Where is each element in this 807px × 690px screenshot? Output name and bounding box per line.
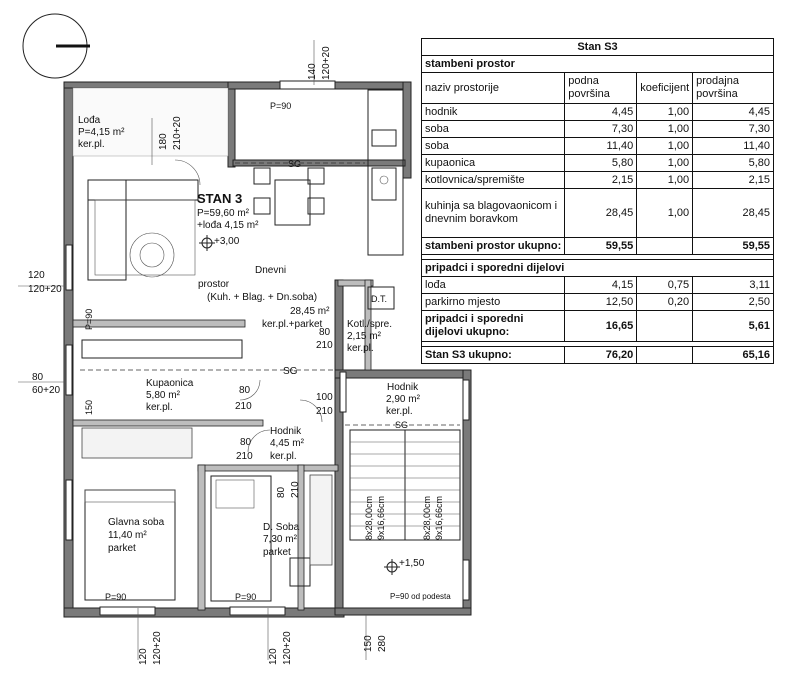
cell: 4,45 <box>693 104 774 121</box>
cell: 2,50 <box>693 294 774 311</box>
cell: 5,61 <box>693 311 774 342</box>
table-row <box>422 121 774 138</box>
dim-120-20: 120+20 <box>28 284 62 295</box>
dt-label: D.T. <box>371 294 388 304</box>
cell: 1,00 <box>637 172 693 189</box>
cell: kuhinja sa blagovaonicom i dnevnim boravkom <box>422 189 565 238</box>
dim-280: 280 <box>377 635 388 652</box>
level-marker-icon <box>384 559 400 575</box>
dim-80: 80 <box>240 437 252 448</box>
room-hodnik-stair-name: Hodnik <box>387 382 419 393</box>
cell: kotlovnica/spremište <box>422 172 565 189</box>
north-arrow-icon <box>23 14 90 78</box>
dim-120-20: 120+20 <box>282 631 293 665</box>
table-row <box>422 189 774 238</box>
dim-210: 210 <box>236 451 253 462</box>
section-heading: pripadci i sporedni dijelovi <box>422 260 774 277</box>
cell: 1,00 <box>637 155 693 172</box>
room-hodnik-floor: ker.pl. <box>270 451 297 462</box>
dim-120: 120 <box>138 648 149 665</box>
room-dnevni-line2: prostor <box>198 279 230 290</box>
dim-210: 210 <box>316 406 333 417</box>
table-row <box>422 294 774 311</box>
dim-80: 80 <box>239 385 251 396</box>
cell: soba <box>422 138 565 155</box>
cell: 12,50 <box>565 294 637 311</box>
room-dsoba-area: 7,30 m² <box>263 534 297 545</box>
cell: 0,20 <box>637 294 693 311</box>
apartment-title: STAN 3 <box>197 191 243 206</box>
room-hodnik-stair-area: 2,90 m² <box>386 394 420 405</box>
room-kupaonica-area: 5,80 m² <box>146 390 180 401</box>
cell: 3,11 <box>693 277 774 294</box>
p90-label: P=90 <box>270 101 292 111</box>
room-dnevni-area: 28,45 m² <box>290 306 330 317</box>
cell: stambeni prostor ukupno: <box>422 238 565 255</box>
stair-label: 8x28,00cm <box>422 495 432 540</box>
cell: Stan S3 ukupno: <box>422 347 565 364</box>
subtotal-row <box>422 238 774 255</box>
cell: 2,15 <box>693 172 774 189</box>
dining-table <box>254 168 324 225</box>
table-row <box>422 104 774 121</box>
level-stair: +1,50 <box>399 558 425 569</box>
sg-label: SG <box>395 420 409 430</box>
room-dnevni-floor: ker.pl.+parket <box>262 319 323 330</box>
room-hodnik-stair-floor: ker.pl. <box>386 406 413 417</box>
room-glavna-area: 11,40 m² <box>108 530 147 541</box>
cell: kupaonica <box>422 155 565 172</box>
apartment-loggia: +lođa 4,15 m² <box>197 220 259 231</box>
sg-label: SG <box>283 366 298 377</box>
dim-210: 210 <box>316 340 333 351</box>
cell: hodnik <box>422 104 565 121</box>
p90-label-vertical: P=90 <box>84 308 94 330</box>
cell: 76,20 <box>565 347 637 364</box>
cell: 1,00 <box>637 138 693 155</box>
dim-80: 80 <box>276 486 287 498</box>
living-sofa <box>88 180 198 280</box>
cell: 4,15 <box>565 277 637 294</box>
room-kotlovnica-floor: ker.pl. <box>347 343 374 354</box>
cell: parkirno mjesto <box>422 294 565 311</box>
table-title: Stan S3 <box>422 39 774 56</box>
cell: 59,55 <box>565 238 637 255</box>
cell: 2,15 <box>565 172 637 189</box>
room-dnevni-line3: (Kuh. + Blag. + Dn.soba) <box>207 292 318 303</box>
dim-120-20: 120+20 <box>321 46 332 80</box>
cell: 5,80 <box>565 155 637 172</box>
room-hodnik-name: Hodnik <box>270 426 302 437</box>
dim-210-20: 210+20 <box>172 116 183 150</box>
grand-total-row <box>422 347 774 364</box>
cell <box>637 311 693 342</box>
p90-podest-label: P=90 od podesta <box>390 592 451 601</box>
section-heading: stambeni prostor <box>422 56 774 73</box>
apartment-area: P=59,60 m² <box>197 208 249 219</box>
stair-label: 9x16,66cm <box>434 495 444 540</box>
table-row <box>422 172 774 189</box>
dim-210: 210 <box>235 401 252 412</box>
room-glavna-floor: parket <box>108 543 136 554</box>
cell: 0,75 <box>637 277 693 294</box>
dim-120: 120 <box>28 270 45 281</box>
dim-120: 120 <box>268 648 279 665</box>
cell <box>637 347 693 364</box>
dim-80: 80 <box>32 372 44 383</box>
room-kupaonica-floor: ker.pl. <box>146 402 173 413</box>
dim-180: 180 <box>158 133 169 150</box>
stair-label: 9x16,66cm <box>376 495 386 540</box>
dim-120-20: 120+20 <box>152 631 163 665</box>
cell: 11,40 <box>565 138 637 155</box>
room-kotlovnica-area: 2,15 m² <box>347 331 381 342</box>
room-glavna-name: Glavna soba <box>108 517 165 528</box>
stair-label: 8x28,00cm <box>364 495 374 540</box>
room-dsoba-floor: parket <box>263 547 291 558</box>
room-dsoba-name: D. Soba <box>263 522 300 533</box>
cell: 11,40 <box>693 138 774 155</box>
table-header-row <box>422 73 774 104</box>
header-cell: prodajna površina <box>693 73 774 104</box>
room-hodnik-area: 4,45 m² <box>270 438 304 449</box>
level-marker-icon <box>199 235 215 251</box>
cell: 65,16 <box>693 347 774 364</box>
cell: 16,65 <box>565 311 637 342</box>
table-row <box>422 138 774 155</box>
p90-label: P=90 <box>235 592 257 602</box>
room-lodja-floor: ker.pl. <box>78 139 105 150</box>
cell: pripadci i sporedni dijelovi ukupno: <box>422 311 565 342</box>
cell: 4,45 <box>565 104 637 121</box>
dim-100: 100 <box>316 392 333 403</box>
cell <box>637 238 693 255</box>
room-lodja-name: Lođa <box>78 115 101 126</box>
room-kupaonica-name: Kupaonica <box>146 378 194 389</box>
header-cell: podna površina <box>565 73 637 104</box>
wardrobe <box>310 475 332 565</box>
cell: 28,45 <box>693 189 774 238</box>
table-row <box>422 155 774 172</box>
cell: 59,55 <box>693 238 774 255</box>
cell: soba <box>422 121 565 138</box>
dim-140: 140 <box>307 63 318 80</box>
header-cell: naziv prostorije <box>422 73 565 104</box>
room-dnevni-name: Dnevni <box>255 265 287 276</box>
cell: 28,45 <box>565 189 637 238</box>
cell: 5,80 <box>693 155 774 172</box>
cell: 1,00 <box>637 189 693 238</box>
cell: 7,30 <box>693 121 774 138</box>
sg-label: SG <box>288 159 302 169</box>
table-row <box>422 277 774 294</box>
dim-80: 80 <box>319 327 331 338</box>
p150-label-vertical: 150 <box>84 399 94 415</box>
dim-150: 150 <box>363 635 374 652</box>
area-table <box>421 38 774 364</box>
level-main: +3,00 <box>214 236 240 247</box>
cell: lođa <box>422 277 565 294</box>
header-cell: koeficijent <box>637 73 693 104</box>
dim-60-20: 60+20 <box>32 385 61 396</box>
cell: 1,00 <box>637 121 693 138</box>
room-lodja-area: P=4,15 m² <box>78 127 125 138</box>
subtotal-row <box>422 311 774 342</box>
cell: 1,00 <box>637 104 693 121</box>
kitchen-counter <box>368 90 403 255</box>
dim-210: 210 <box>290 481 301 498</box>
room-kotlovnica-name: Kotl./spre. <box>347 319 393 330</box>
p90-label: P=90 <box>105 592 127 602</box>
cell: 7,30 <box>565 121 637 138</box>
